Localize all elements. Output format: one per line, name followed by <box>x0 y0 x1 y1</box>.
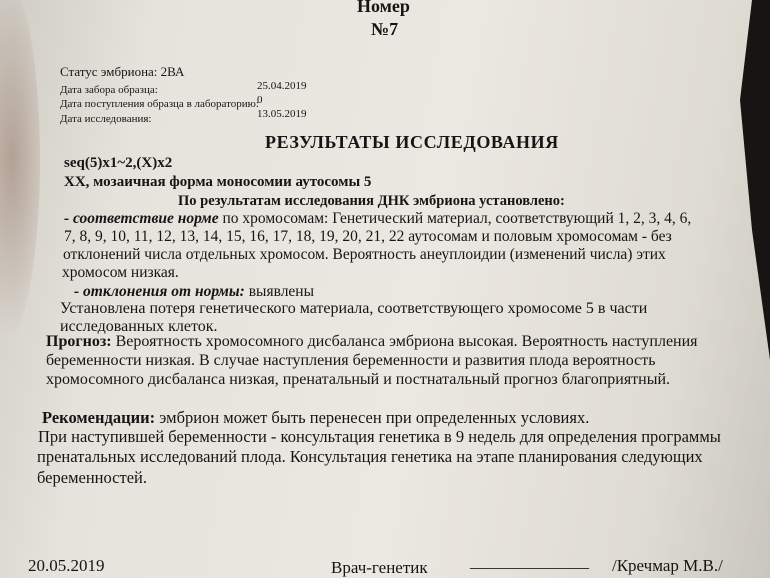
recommendations-line-2: При наступившей беременности - консультация генетика в 9 недель для определения программы <box>38 427 721 446</box>
collection-date-label: Дата забора образца: <box>60 84 158 96</box>
karyotype-formula: seq(5)x1~2,(X)x2 <box>64 155 173 171</box>
prognosis-line-3: хромосомного дисбаланса низкая, пренатальный и постнатальный прогноз благоприятный. <box>46 371 671 388</box>
number-label: Номер <box>357 0 410 16</box>
results-title: РЕЗУЛЬТАТЫ ИССЛЕДОВАНИЯ <box>265 132 559 152</box>
footer-signature: /Кречмар М.В./ <box>612 556 723 575</box>
recommendations-line-1 <box>42 408 589 428</box>
number-value: №7 <box>371 19 399 39</box>
recommendations-text-1: эмбрион может быть перенесен при определенных условиях. <box>159 408 590 427</box>
norm-line-2: 7, 8, 9, 10, 11, 12, 13, 14, 15, 16, 17, 18, 19, 20, 21, 22 аутосомам и половым хромосомам - без <box>64 228 672 245</box>
signature-line: ______________ <box>470 552 589 571</box>
norm-text-1: по хромосомам: Генетический материал, соответствующий 1, 2, 3, 4, 6, <box>222 210 692 227</box>
footer-role: Врач-генетик <box>331 558 428 577</box>
norm-line-1 <box>64 210 691 228</box>
prognosis-line-1 <box>46 333 698 351</box>
results-intro: По результатам исследования ДНК эмбриона установлено: <box>178 193 565 209</box>
deviation-value: выявлены <box>248 283 315 300</box>
receipt-date-label: Дата поступления образца в лабораторию: <box>60 98 259 110</box>
deviation-text-2: исследованных клеток. <box>60 318 218 335</box>
collection-date-value: 25.04.2019 <box>257 80 307 92</box>
deviation-label: - отклонения от нормы: <box>74 283 245 300</box>
embryo-status: Статус эмбриона: 2ВА <box>60 64 185 79</box>
prognosis-text-1: Вероятность хромосомного дисбаланса эмбриона высокая. Вероятность наступления <box>115 333 698 350</box>
study-date-value: 13.05.2019 <box>257 108 307 120</box>
recommendations-line-3: пренатальных исследований плода. Консультация генетика на этапе планирования следующих <box>37 447 703 466</box>
footer-date: 20.05.2019 <box>28 556 105 575</box>
study-date-label: Дата исследования: <box>60 113 152 125</box>
prognosis-label: Прогноз: <box>46 333 112 350</box>
recommendations-label: Рекомендации: <box>42 408 156 427</box>
norm-line-3: отклонений числа отдельных хромосом. Вероятность анеуплоидии (изменений числа) этих <box>63 246 666 263</box>
recommendations-line-4: беременностей. <box>37 468 147 487</box>
deviation-text-1: Установлена потеря генетического материала, соответствующего хромосоме 5 в части <box>60 300 648 317</box>
norm-label: - соответствие норме <box>64 210 219 227</box>
deviation-line <box>74 283 314 301</box>
norm-line-4: хромосом низкая. <box>62 264 179 281</box>
receipt-date-value: 0 <box>257 94 263 106</box>
karyotype-summary: XX, мозаичная форма моносомии аутосомы 5 <box>64 174 372 190</box>
prognosis-line-2: беременности низкая. В случае наступления беременности и развития плода вероятность <box>46 352 656 369</box>
